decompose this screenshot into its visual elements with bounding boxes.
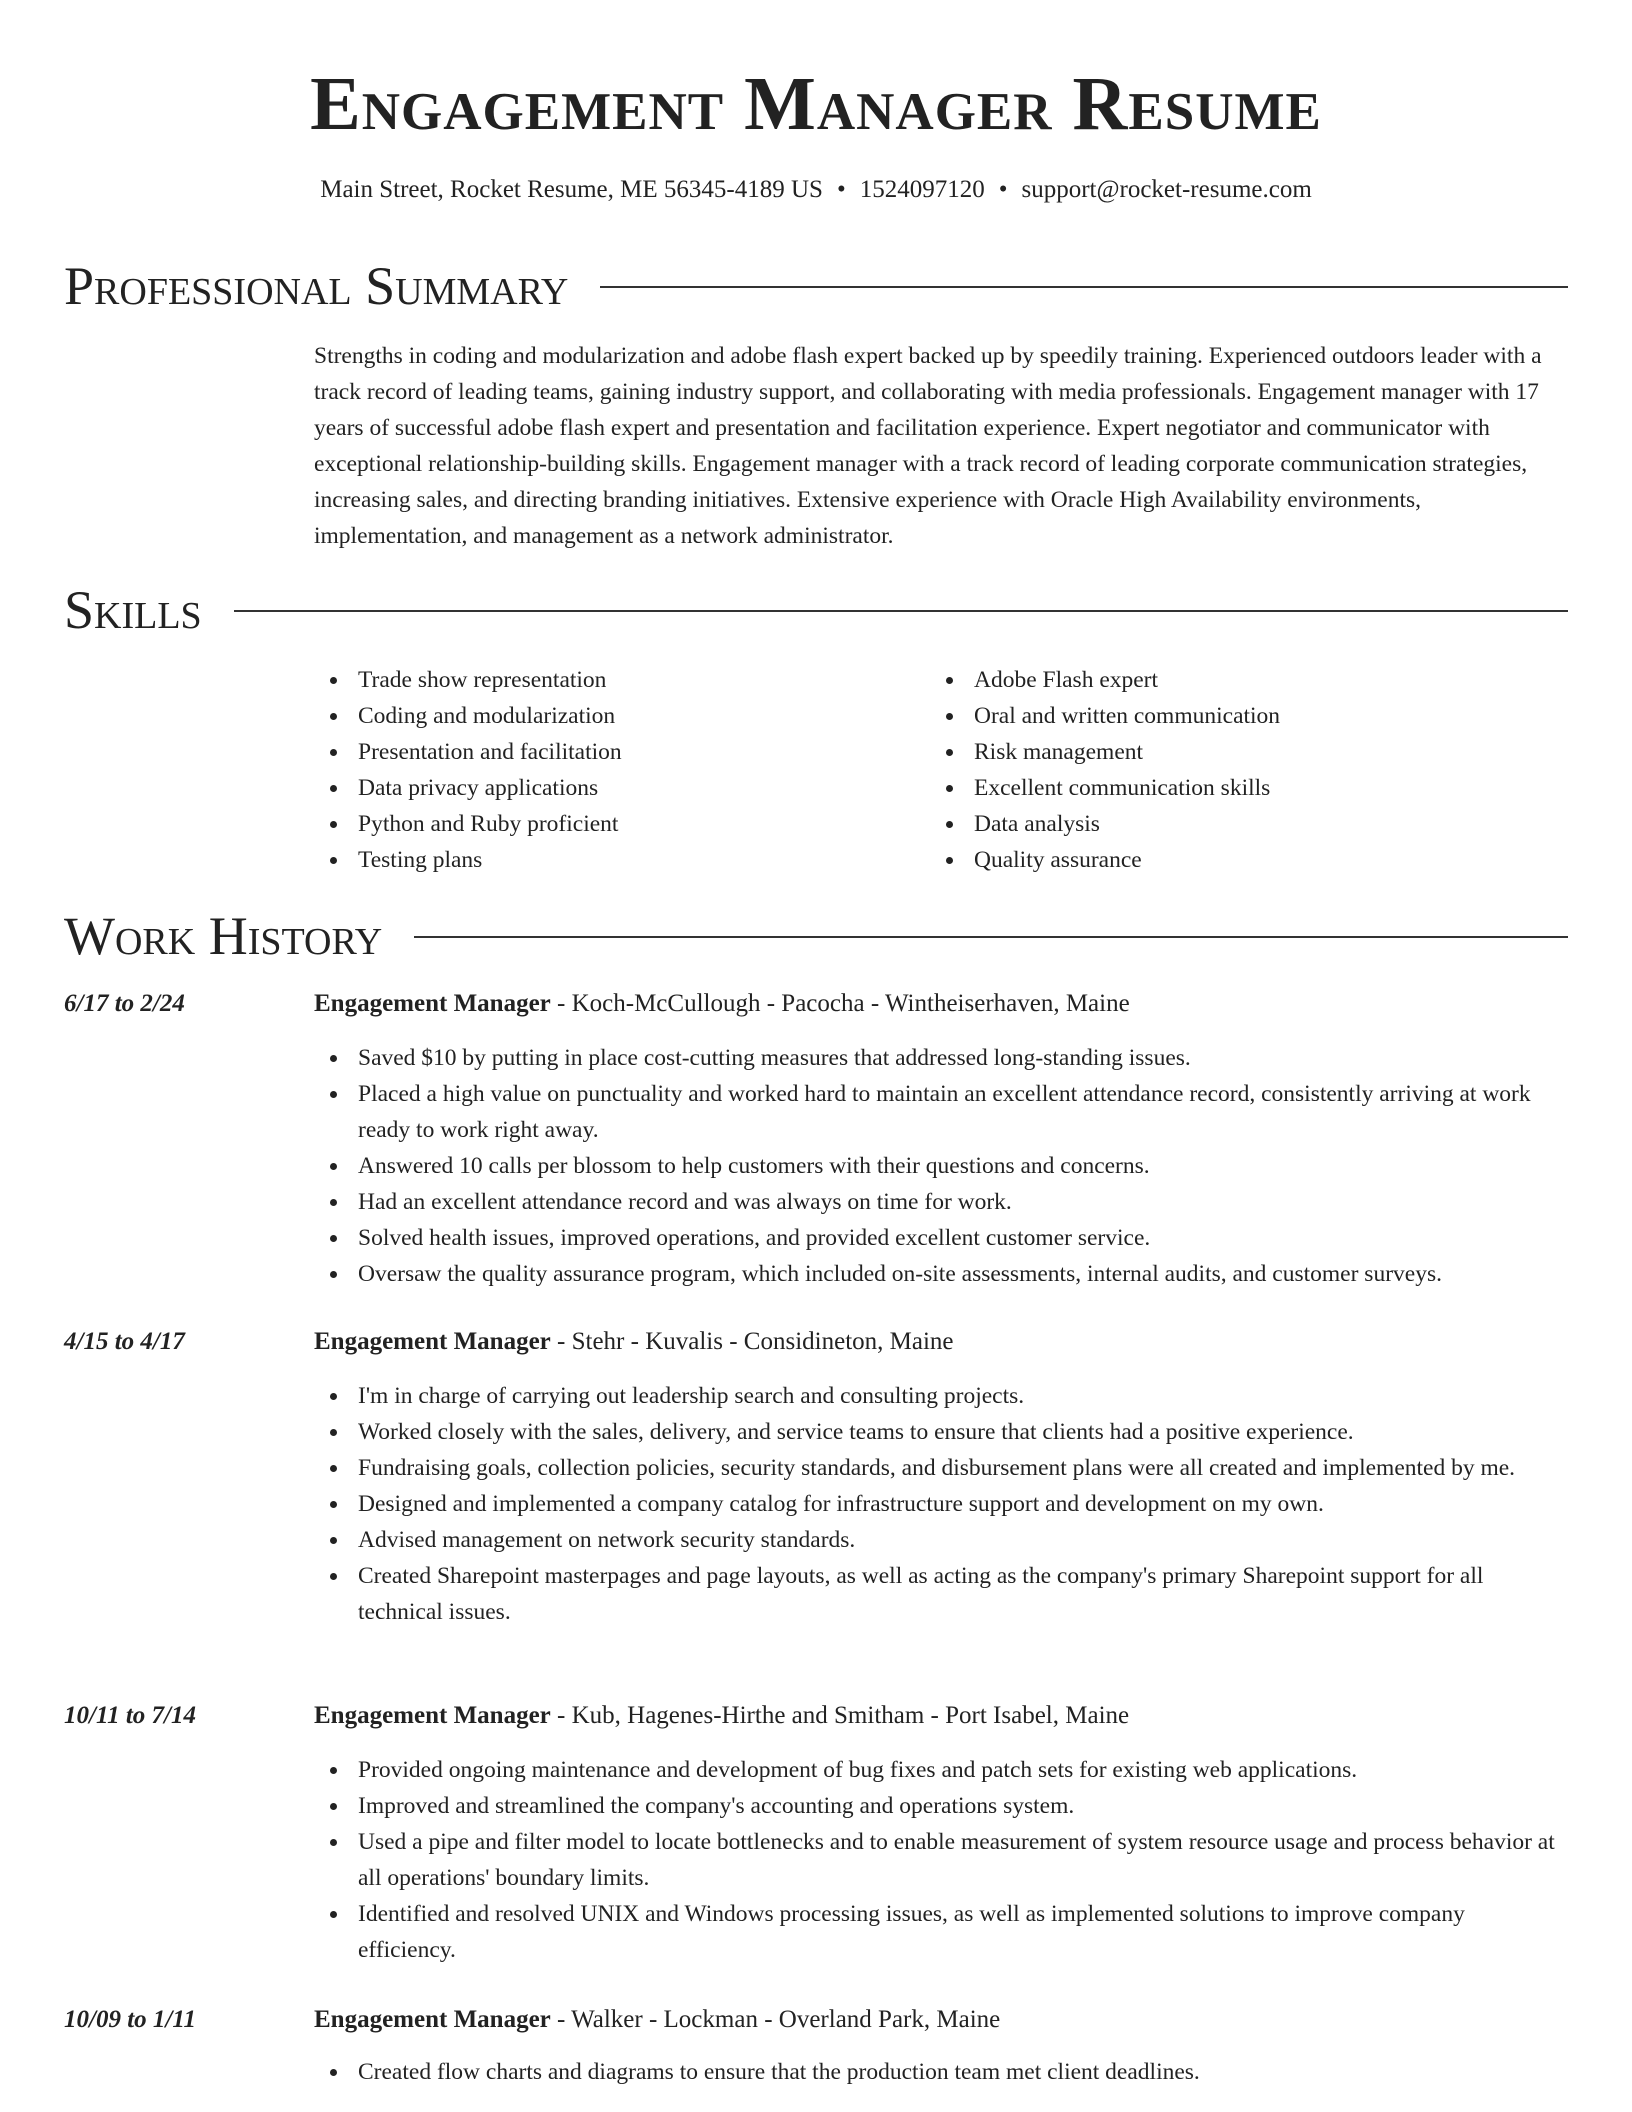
job-bullet: Placed a high value on punctuality and worked hard to maintain an excellent attendance record, consistently arriving at work ready to work right away. bbox=[314, 1076, 1568, 1148]
job-bullet: Provided ongoing maintenance and development of bug fixes and patch sets for existing web applications. bbox=[314, 1752, 1568, 1788]
job-header bbox=[314, 1324, 954, 1360]
job-title: Engagement Manager bbox=[314, 1328, 551, 1355]
job-bullet: Advised management on network security standards. bbox=[314, 1522, 1568, 1558]
job-bullet: Answered 10 calls per blossom to help customers with their questions and concerns. bbox=[314, 1148, 1568, 1184]
job-bullet: Oversaw the quality assurance program, which included on-site assessments, internal audits, and customer surveys. bbox=[314, 1256, 1568, 1292]
summary-heading: Professional Summary bbox=[64, 256, 569, 316]
job-details: - Kub, Hagenes-Hirthe and Smitham - Port Isabel, Maine bbox=[550, 1702, 1130, 1729]
skill-item: Risk management bbox=[930, 734, 1546, 770]
job-dates: 10/11 to 7/14 bbox=[64, 1702, 196, 1729]
job-details: - Koch-McCullough - Pacocha - Wintheiserhaven, Maine bbox=[550, 990, 1130, 1017]
skills-list bbox=[314, 662, 1568, 878]
job-bullets bbox=[314, 1378, 1568, 1630]
section-divider bbox=[600, 286, 1568, 288]
job-bullet: Solved health issues, improved operations, and provided excellent customer service. bbox=[314, 1220, 1568, 1256]
skill-item: Presentation and facilitation bbox=[314, 734, 930, 770]
section-divider bbox=[414, 936, 1568, 938]
skill-item: Quality assurance bbox=[930, 842, 1546, 878]
contact-separator: • bbox=[836, 176, 846, 203]
skill-item: Oral and written communication bbox=[930, 698, 1546, 734]
job-bullet: I'm in charge of carrying out leadership search and consulting projects. bbox=[314, 1378, 1568, 1414]
skill-item: Testing plans bbox=[314, 842, 930, 878]
job-header bbox=[314, 1698, 1129, 1734]
job-bullet: Created flow charts and diagrams to ensure that the production team met client deadlines. bbox=[314, 2054, 1568, 2090]
work-section-header bbox=[64, 906, 1568, 966]
job-bullets bbox=[314, 2054, 1568, 2090]
contact-separator: • bbox=[998, 176, 1008, 203]
job-dates: 4/15 to 4/17 bbox=[64, 1328, 185, 1355]
contact-address: Main Street, Rocket Resume, ME 56345-4189 US bbox=[320, 176, 823, 203]
work-heading: Work History bbox=[64, 906, 383, 966]
summary-text: Strengths in coding and modularization and adobe flash expert backed up by speedily training. Experienced outdoors leader with a track record of leading teams, gaining industry support, and collaborating with media professionals. Engagement manager with 17 years of successful adobe flash expert and presentation and facilitation experience. Expert negotiator and communicator with exceptional relationship-building skills. Engagement manager with a track record of leading corporate communication strategies, increasing sales, and directing branding initiatives. Extensive experience with Oracle High Availability environments, implementation, and management as a network administrator. bbox=[314, 343, 1542, 549]
job-dates: 6/17 to 2/24 bbox=[64, 990, 185, 1017]
job-bullet: Designed and implemented a company catalog for infrastructure support and development on my own. bbox=[314, 1486, 1568, 1522]
job-header bbox=[314, 986, 1130, 1022]
skill-item: Python and Ruby proficient bbox=[314, 806, 930, 842]
job-title: Engagement Manager bbox=[314, 1702, 551, 1729]
resume-title: Engagement Manager Resume bbox=[310, 62, 1322, 146]
skill-item: Data analysis bbox=[930, 806, 1546, 842]
skill-item: Data privacy applications bbox=[314, 770, 930, 806]
skills-column-left bbox=[314, 662, 930, 878]
job-bullet: Saved $10 by putting in place cost-cutting measures that addressed long-standing issues. bbox=[314, 1040, 1568, 1076]
job-bullets bbox=[314, 1752, 1568, 1968]
job-bullet: Fundraising goals, collection policies, security standards, and disbursement plans were all created and implemented by me. bbox=[314, 1450, 1568, 1486]
job-bullet: Worked closely with the sales, delivery, and service teams to ensure that clients had a positive experience. bbox=[314, 1414, 1568, 1450]
skill-item: Trade show representation bbox=[314, 662, 930, 698]
skills-heading: Skills bbox=[64, 580, 202, 640]
skill-item: Excellent communication skills bbox=[930, 770, 1546, 806]
job-bullet: Improved and streamlined the company's accounting and operations system. bbox=[314, 1788, 1568, 1824]
job-title: Engagement Manager bbox=[314, 2006, 551, 2033]
skills-section-header bbox=[64, 580, 1568, 640]
job-bullet: Created Sharepoint masterpages and page layouts, as well as acting as the company's primary Sharepoint support for all technical issues. bbox=[314, 1558, 1568, 1630]
job-bullets bbox=[314, 1040, 1568, 1292]
job-bullet: Identified and resolved UNIX and Windows processing issues, as well as implemented solutions to improve company efficiency. bbox=[314, 1896, 1568, 1968]
section-divider bbox=[234, 610, 1568, 612]
job-details: - Stehr - Kuvalis - Considineton, Maine bbox=[550, 1328, 954, 1355]
job-header bbox=[314, 2002, 1000, 2038]
contact-email[interactable]: support@rocket-resume.com bbox=[1021, 176, 1312, 203]
contact-phone: 1524097120 bbox=[859, 176, 985, 203]
job-bullet: Had an excellent attendance record and was always on time for work. bbox=[314, 1184, 1568, 1220]
job-details: - Walker - Lockman - Overland Park, Maine bbox=[550, 2006, 1001, 2033]
skill-item: Adobe Flash expert bbox=[930, 662, 1546, 698]
job-dates: 10/09 to 1/11 bbox=[64, 2006, 196, 2033]
job-bullet: Used a pipe and filter model to locate bottlenecks and to enable measurement of system resource usage and process behavior at all operations' boundary limits. bbox=[314, 1824, 1568, 1896]
summary-section-header bbox=[64, 256, 1568, 316]
job-title: Engagement Manager bbox=[314, 990, 551, 1017]
skills-column-right bbox=[930, 662, 1546, 878]
skill-item: Coding and modularization bbox=[314, 698, 930, 734]
contact-line bbox=[0, 172, 1632, 208]
